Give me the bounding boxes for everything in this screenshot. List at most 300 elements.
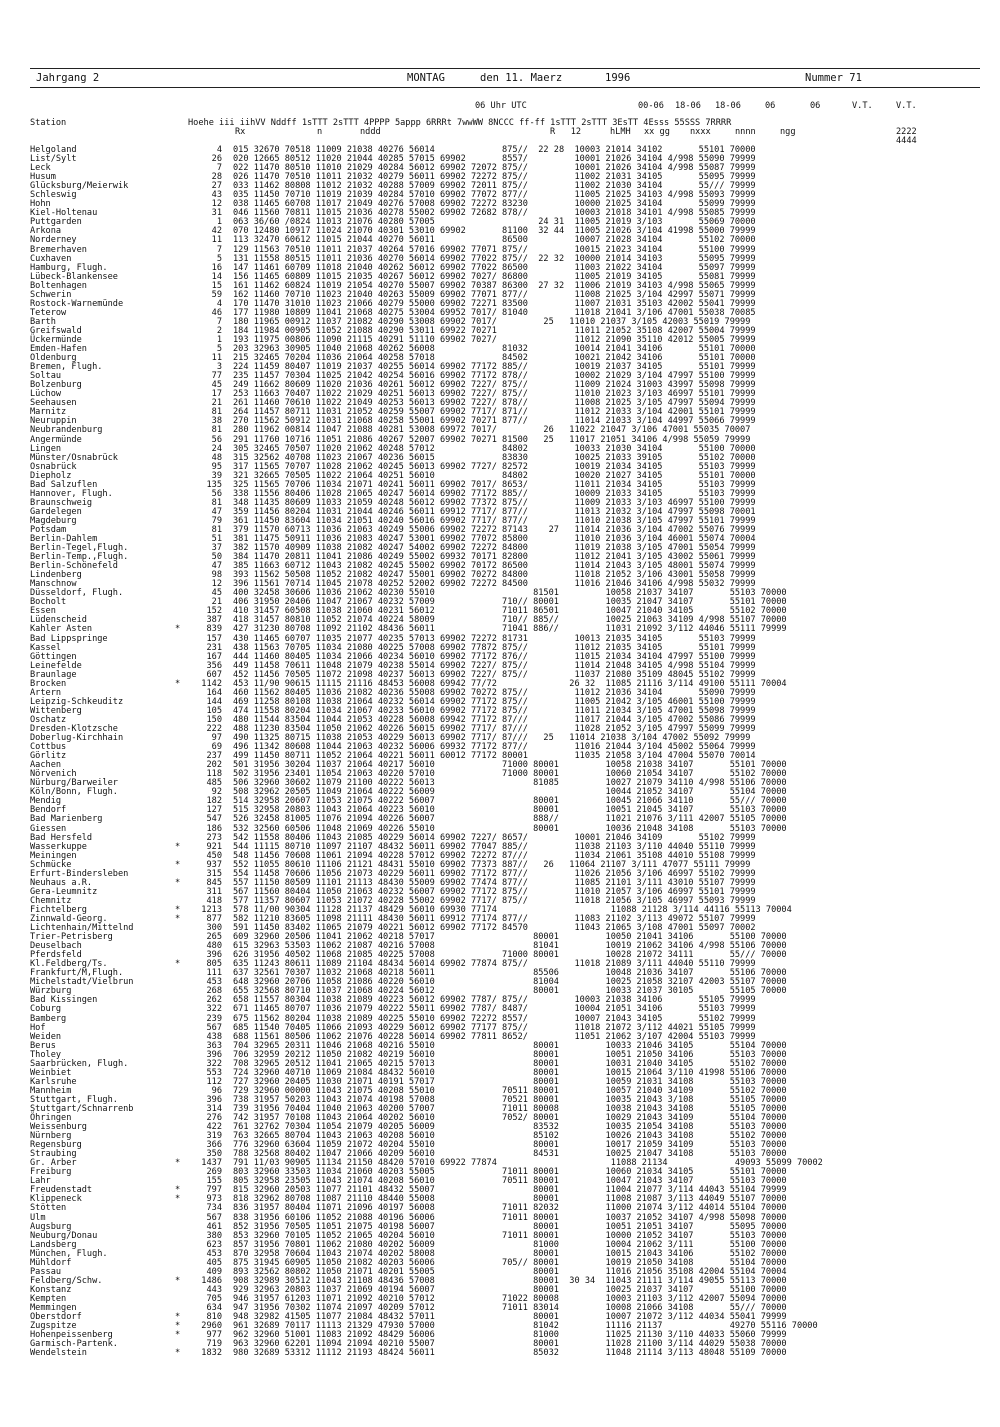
mountain-marker: * [175,624,181,635]
mountain-marker: * [175,1321,181,1332]
station-name: Münster/Osnabrück [30,452,118,463]
station-height: 112 [206,1076,222,1087]
station-name: Bamberg [30,1013,67,1024]
station-height: 845 [206,877,222,888]
station-name: Bocholt [30,597,67,608]
station-name: Greifswald [30,325,82,336]
observation-codes: 875 31945 60905 11050 21082 40203 56006 705// 80001 10019 21050 34108 55104 70000 [233,1257,787,1268]
station-height: 380 [206,1230,222,1241]
station-name: Pferdsfeld [30,950,82,961]
observation-codes: 449 11458 70611 11048 21079 40238 55014 69902 7227/ 875// 11014 21048 34105 4/998 55104 79999 [233,660,756,671]
station-name: Lichtenhain/Mittelnd [30,923,134,934]
hlmh-label: hLMH [610,127,631,137]
station-height: 1 [216,217,222,228]
station-height: 157 [206,633,222,644]
station-name: Artern [30,687,62,698]
observation-codes: 542 11558 80406 11043 21085 40229 56014 69902 7227/ 8657/ 10001 21046 34109 55102 79999 [233,832,756,843]
station-height: 11 [211,235,222,246]
observation-codes: 626 31956 40502 11068 21085 40225 57008 71000 80001 10028 21072 34111 55/// 70000 [233,950,787,961]
observation-codes: 162 11460 70710 11023 21040 40263 55009 69902 77071 877// 11008 21025 3/104 42997 55071 79999 [233,289,756,300]
station-name: Schwerin [30,289,72,300]
station-name: Passau [30,1266,62,1277]
station-height: 43 [211,190,222,201]
station-height: 262 [206,995,222,1006]
station-name: Landsberg [30,1239,77,1250]
observation-codes: 015 32670 70518 11009 21038 40276 56014 875// 22 28 10003 21014 34102 55101 70000 [233,145,756,155]
station-height: 222 [206,724,222,734]
station-height: 24 [211,443,222,454]
station-height: 51 [211,534,222,545]
observation-codes: 870 32958 70604 11043 21074 40202 58008 80001 10015 21043 34106 55102 70000 [233,1248,787,1259]
station-height: 16 [211,262,222,273]
observation-codes: 488 11230 83504 11050 21062 40226 56015 69902 7717/ 87/// 11028 21052 3/105 47997 55099 79999 [233,724,756,734]
observation-codes: 261 11460 70610 11022 21049 40253 56013 69902 7227/ 878// 11008 21025 3/105 47997 55094 79999 [233,398,756,409]
station-name: Bremerhaven [30,244,87,255]
observation-codes: 291 11760 10716 11051 21086 40267 52007 69902 70271 81500 25 11017 21051 34106 4/998 55059 79999 [233,434,751,445]
observation-codes: 577 11357 80607 11053 21072 40228 55002 69902 7717/ 875// 11018 21056 3/105 46997 55093 79999 [233,895,756,906]
station-name: Diepholz [30,470,72,481]
station-height: 21 [211,398,222,409]
station-height: 26 [211,154,222,165]
observation-codes: 946 31957 61203 11071 21092 40210 57012 71022 80008 10003 21103 3/112 42007 55094 70000 [233,1293,787,1304]
observation-codes: 496 11342 80608 11044 21063 40232 56006 69932 77172 877// 11016 21044 3/104 45002 55064 79999 [233,742,756,753]
station-name: Hamburg, Flugh. [30,262,108,273]
station-height: 268 [206,986,222,997]
observation-codes: 557 11150 80509 11101 21113 48430 55009 69902 77474 877// 11085 21101 3/111 43010 55107 79999 [233,877,756,888]
observation-codes: 385 11663 60712 11043 21082 40245 55002 69902 70172 86500 11014 21043 3/105 48001 55074 79999 [233,561,756,572]
observation-codes: 280 11962 00814 11047 21088 40281 53008 69972 7017/ 26 11022 21047 3/106 47001 55035 70007 [233,425,751,436]
station-height: 14 [211,271,222,282]
station-height: 805 [206,959,222,970]
observation-codes: 609 32960 20506 11041 21062 40218 57017 80001 10050 21041 34106 55100 70000 [233,932,787,943]
station-name: Bad Salzuflen [30,479,98,490]
station-name: Essen [30,606,56,617]
station-height: 42 [211,226,222,237]
observation-codes: 444 11460 80405 11034 21066 40234 56010 69902 77172 876// 11015 21034 34104 47997 55100 79999 [233,651,756,662]
station-name: Mannheim [30,1085,72,1096]
observation-codes: 026 11470 70510 11011 21032 40279 56011 69902 72272 875// 11002 21031 34105 55095 79999 [233,172,756,183]
station-height: 937 [206,859,222,870]
observation-codes: 321 32665 70505 11022 21064 40251 56010 84802 10020 21027 34105 55101 70000 [233,470,756,481]
mountain-marker: * [175,678,181,689]
station-height: 92 [211,787,222,798]
station-height: 79 [211,515,222,526]
n-label: n [317,127,323,137]
station-height: 734 [206,1203,222,1214]
observation-codes: 893 32562 80802 11050 21071 40201 55005 80001 11016 21056 35108 42004 55104 70004 [233,1266,787,1277]
station-name: Zugspitze [30,1321,77,1332]
observation-codes: 418 31457 80810 11052 21074 40224 58009 710// 885// 10025 21063 34109 4/998 55107 70000 [233,615,787,626]
observation-codes: 515 32958 20803 11043 21064 40223 56010 80001 10051 21045 34107 55103 70000 [233,805,787,816]
station-height: 31 [211,208,222,219]
station-height: 322 [206,1058,222,1069]
table-row [30,1349,980,1358]
station-name: Leipzig-Schkeuditz [30,696,124,707]
station-height: 95 [211,461,222,472]
station-name: Schleswig [30,190,77,201]
station-name: Köln/Bonn, Flugh. [30,787,118,798]
station-name: Chemnitz [30,895,72,906]
station-height: 111 [206,968,222,979]
station-name: Potsdam [30,524,67,535]
station-name: Soltau [30,371,62,382]
observation-codes: 193 11975 00806 11090 21115 40291 51110 69902 7027/ 11012 21090 35110 42012 55005 79999 [233,334,756,345]
station-height: 396 [206,1094,222,1105]
station-name: Emden-Hafen [30,344,87,355]
observation-codes: 359 11456 80204 11031 21044 40246 56011 69912 7717/ 877// 11013 21032 3/104 47997 55098 70001 [233,506,756,517]
station-name: Lingen [30,443,62,454]
station-name: Neubrandenburg [30,425,103,436]
station-name: Michelstadt/Vielbrun [30,977,134,988]
station-name: Wittenberg [30,705,82,716]
station-name: Görlitz [30,751,67,762]
mountain-marker: * [175,904,181,915]
station-name: Wasserkuppe [30,841,87,852]
observation-codes: 514 32958 20607 11053 21075 40222 56007 80001 10045 21066 34110 55/// 70000 [233,796,787,807]
station-height: 409 [206,1266,222,1277]
observation-codes: 270 11562 50912 11031 21068 40258 55001 69902 70271 877// 11014 21033 3/104 44997 55066 79999 [233,416,756,427]
station-name: Göttingen [30,651,77,662]
station-height: 155 [206,1176,222,1187]
station-name: Hof [30,1022,46,1033]
observation-codes: 704 32965 20311 11046 21068 40216 55010 80001 10033 21046 34105 55104 70000 [233,1040,787,1051]
station-name: Berlin-Tegel,Flugh. [30,543,129,554]
station-height: 237 [206,751,222,762]
station-name: Meiningen [30,850,77,861]
station-name: Husum [30,172,56,183]
station-name: Gr. Arber [30,1158,77,1169]
observation-codes: 554 11458 70606 11056 21073 40229 56011 69902 77172 877// 11026 21056 3/106 46997 55102 79999 [233,868,756,879]
station-name: Norderney [30,235,77,246]
station-name: Trier-Petrisberg [30,932,113,943]
observation-codes: 853 32960 70105 11052 21065 40204 56010 71011 80001 10000 21052 34107 55103 70000 [233,1230,787,1241]
observation-codes: 177 11980 10809 11041 21068 40275 53004 69952 7017/ 81040 11018 21041 3/106 47001 55038 70085 [233,307,756,318]
nxxx-label: nxxx [690,127,711,137]
station-height: 480 [206,941,222,952]
observation-codes: 400 32458 30606 11036 21062 40230 55010 81501 10058 21037 34107 55103 70000 [233,588,787,599]
observation-codes: 776 32960 63604 11059 21072 40204 55010 80001 10017 21059 34109 55103 70000 [233,1140,787,1151]
volume-label: Jahrgang 2 [36,72,100,84]
observation-codes: 396 11561 70714 11045 21078 40252 52002 69902 72272 84500 11016 21046 34106 4/998 55032 79999 [233,579,756,590]
observation-codes: 947 31956 70302 11074 21097 40209 57012 71011 83014 10008 21066 34108 55/// 70000 [233,1303,787,1313]
observation-codes: 685 11540 70405 11066 21093 40229 56012 69902 77177 875// 11018 21072 3/112 44021 55105 79999 [233,1022,756,1033]
station-height: 56 [211,434,222,445]
observation-codes: 532 32560 60506 11048 21069 40226 55010 80001 10036 21048 34108 55103 70000 [233,823,787,834]
station-height: 387 [206,615,222,626]
station-height: 186 [206,823,222,834]
station-height: 21 [211,597,222,608]
station-height: 12 [211,579,222,590]
station-height: 127 [206,805,222,816]
station-height: 461 [206,1221,222,1232]
station-name: Arkona [30,226,62,237]
station-name: Barth [30,316,56,327]
observation-codes: 113 32470 60612 11015 21044 40270 56011 86500 10007 21028 34104 55102 70000 [233,235,756,246]
station-height: 450 [206,850,222,861]
station-height: 4 [216,145,222,155]
observation-codes: 235 11457 70304 11025 21042 40254 56016 69902 77172 878// 10002 21029 3/104 47997 55100 79999 [233,371,756,382]
station-name: Würzburg [30,986,72,997]
station-height: 1142 [201,678,222,689]
station-height: 553 [206,1067,222,1078]
station-height: 839 [206,624,222,635]
observation-codes: 156 11465 60809 11015 21035 40267 56012 69902 7027/ 86800 11005 21019 34105 55081 79999 [233,271,756,282]
page-header [30,68,980,88]
station-name: Karlsruhe [30,1076,77,1087]
station-name: Braunschweig [30,497,93,508]
station-height: 38 [211,416,222,427]
observation-codes: 763 32665 80704 11043 21063 40208 56010 85102 10026 21043 34108 55102 70000 [233,1131,787,1142]
observation-codes: 803 32960 33503 11034 21060 40203 55005 71011 80001 10060 21034 34105 55101 70000 [233,1167,787,1178]
station-name: Bendorf [30,805,67,816]
station-name: Frankfurt/M,Flugh. [30,968,124,979]
observation-codes: 836 31957 80404 11071 21096 40197 56008 71011 82032 11000 21074 3/112 44014 55104 70000 [233,1203,787,1214]
station-height: 81 [211,407,222,418]
station-name: Tholey [30,1049,62,1060]
observation-codes: 379 11570 60713 11036 21063 40249 55006 69902 72272 87143 27 11014 21036 3/104 47002 55076 79999 [233,524,756,535]
observation-codes: 637 32561 70307 11032 21068 40218 56011 85506 10048 21036 34107 55106 70000 [233,968,787,979]
date: den 11. Maerz [480,72,563,84]
station-name: Lindenberg [30,570,82,581]
observation-codes: 129 11563 70510 11011 21037 40264 57016 69902 77071 875// 10015 21023 34104 55100 79999 [233,244,756,255]
station-height: 1832 [201,1348,222,1359]
station-height: 485 [206,778,222,789]
mountain-marker: * [175,913,181,924]
station-height: 12 [211,199,222,210]
station-height: 314 [206,1103,222,1114]
observation-codes: 315 32562 40708 11023 21067 40236 56015 83830 10025 21033 39105 55102 70000 [233,452,756,463]
station-name: Rostock-Warnemünde [30,298,124,309]
observation-codes: 338 11556 80406 11028 21065 40247 56014 69902 77172 885// 10009 21033 34105 55103 79999 [233,488,756,499]
observation-codes: 727 32960 20405 11030 21071 40191 57017 80001 10059 21031 34108 55103 70000 [233,1076,787,1087]
vt-a: V.T. [852,101,873,111]
observation-codes: 046 11560 70811 11015 21036 40278 55002 69902 72682 878// 10003 21018 34101 4/998 55085 79999 [233,208,756,219]
station-name: Seehausen [30,398,77,409]
station-name: Berlin-Dahlem [30,534,98,545]
nnnn-label: nnnn [735,127,756,137]
station-name: Cuxhaven [30,253,72,264]
station-height: 45 [211,588,222,599]
observation-codes: 788 32568 80402 11047 21066 40209 56010 84531 10025 21047 34108 55103 70000 [233,1149,787,1160]
station-name: Bad Lippspringe [30,633,108,644]
observation-codes: 430 11465 60707 11035 21077 40235 57013 69902 72272 81731 10013 21035 34105 55103 79999 [233,633,756,644]
observation-codes: 022 11470 80510 11010 21029 40284 56012 69902 72072 875// 10001 21026 34104 4/998 55087 79999 [233,163,756,174]
observation-codes: 815 32960 20503 11077 21101 48432 55007 80001 11004 21077 3/114 44043 55104 79999 [233,1185,787,1196]
station-name: Fichtelberg [30,904,87,915]
observation-codes: 264 11457 80711 11031 21052 40259 55007 69902 7717/ 871// 11012 21033 3/104 42001 55101 79999 [233,407,756,418]
observation-codes: 170 11470 31010 11023 21066 40279 55000 69902 72271 83500 11007 21031 35103 42002 55041 79999 [233,298,756,309]
station-name: List/Sylt [30,154,77,165]
station-name: Stuttgart, Flugh. [30,1094,118,1105]
station-name: Zinnwald-Georg. [30,913,108,924]
rx-label: Rx [235,127,246,137]
station-height: 81 [211,524,222,535]
mountain-marker: * [175,1185,181,1196]
station-name: Berlin-Temp.,Flugh. [30,552,129,563]
ngg-label: ngg [780,127,796,137]
station-name: Klippeneck [30,1194,82,1205]
station-height: 1486 [201,1275,222,1286]
observation-codes: 963 32960 62201 11094 21094 40210 55007 80001 11028 21100 3/114 44029 55038 70000 [233,1339,787,1350]
station-name: Mendig [30,796,62,807]
station-height: 810 [206,1312,222,1323]
observation-codes: 502 31956 23401 11054 21063 40220 57010 71000 80001 10060 21054 34107 55102 70000 [233,769,787,780]
station-name: Schmücke [30,859,72,870]
station-height: 921 [206,841,222,852]
observation-codes: 427 31230 80708 11092 21102 48436 56011 71041 886// 11031 21092 3/112 44046 55111 79999 [233,624,787,635]
station-name: Straubing [30,1149,77,1160]
station-name: Freudenstadt [30,1185,93,1196]
station-height: 182 [206,796,222,807]
observation-codes: 469 11258 80108 11038 21064 40232 56014 69902 77172 875// 11005 21042 3/105 46001 55100 79999 [233,696,756,707]
observation-codes: 724 32960 40710 11069 21084 48432 56010 80001 10015 21064 3/110 41998 55106 70000 [233,1067,787,1078]
station-table [30,146,980,1358]
station-name: Ulm [30,1212,46,1223]
observation-codes: 393 11562 50508 11052 21082 40247 55001 69902 70272 84800 11018 21052 3/106 43001 55058 79999 [233,570,756,581]
station-name: Boltenhagen [30,280,87,291]
station-name: Cottbus [30,742,67,753]
station-name: Osnabrück [30,461,77,472]
r12-label: R 12 [550,127,582,137]
observation-codes: 708 32965 20512 11041 21065 40215 57013 80001 10031 21040 34105 55102 70000 [233,1058,787,1069]
station-height: 366 [206,1140,222,1151]
observation-codes: 063 36/60 /0824 11013 21076 40280 57005 24 31 11005 21019 3/103 55069 70000 [233,217,756,228]
observation-codes: 508 32962 20505 11049 21064 40222 56009 10044 21052 34107 55104 70000 [233,787,787,798]
station-name: Hohn [30,199,51,210]
station-name: Gera-Leumnitz [30,886,98,897]
station-height: 152 [206,606,222,617]
station-height: 405 [206,1257,222,1268]
period-18-06-a: 18-06 [675,101,701,111]
station-height: 422 [206,1122,222,1133]
station-height: 7 [216,244,222,255]
station-height: 56 [211,488,222,499]
observation-codes: 253 11663 70407 11022 21029 40251 56013 69902 7227/ 875// 11010 21023 3/103 46997 55101 79999 [233,389,756,400]
period-18-06-b: 18-06 [715,101,741,111]
station-height: 567 [206,1022,222,1033]
station-height: 50 [211,552,222,563]
station-name: Weinbiet [30,1067,72,1078]
observation-codes: 818 32962 80708 11087 21110 48440 55008 80001 11008 21087 3/113 44049 55107 70000 [233,1194,787,1205]
station-name: Kiel-Holtenau [30,208,98,219]
observation-codes: 552 11055 80610 11106 21121 48431 55010 69902 77373 887// 26 11064 21107 3/111 47077 55111 79999 [233,859,751,870]
station-height: 150 [206,714,222,725]
observation-codes: 838 31956 60106 11052 21088 40196 56006 71011 80001 10037 21052 34107 4/998 55098 70000 [233,1212,787,1223]
station-height: 877 [206,913,222,924]
observation-codes: 410 31457 60508 11038 21060 40231 56012 71011 86501 10047 21040 34105 55102 70000 [233,606,787,617]
station-name: Bad Hersfeld [30,832,93,843]
station-height: 567 [206,1212,222,1223]
hour-06-b: 06 [810,101,821,111]
station-height: 47 [211,561,222,572]
station-height: 202 [206,760,222,771]
observation-codes: 582 11210 83605 11098 21111 48430 56011 69912 77174 877// 11083 21102 3/113 49072 55107 79999 [233,913,756,924]
observation-codes: 317 11565 70707 11028 21062 40245 56013 69902 7727/ 82572 10019 21034 34105 55103 79999 [233,461,756,472]
station-height: 322 [206,1004,222,1015]
station-height: 623 [206,1239,222,1250]
station-name: Wendelstein [30,1348,87,1359]
station-height: 363 [206,1040,222,1051]
station-name: Angermünde [30,434,82,445]
station-height: 7 [216,163,222,174]
station-height: 418 [206,895,222,906]
station-height: 81 [211,425,222,436]
observation-codes: 852 31956 70505 11051 21075 40198 56007 80001 10051 21051 34107 55095 70000 [233,1221,787,1232]
station-height: 705 [206,1293,222,1304]
station-name: Mühldorf [30,1257,72,1268]
station-name: Neuruppin [30,416,77,427]
station-height: 973 [206,1194,222,1205]
xxgg-label: xx gg [644,127,670,137]
station-height: 1213 [201,904,222,915]
station-height: 443 [206,1284,222,1295]
station-height: 239 [206,1013,222,1024]
station-name: Freiburg [30,1167,72,1178]
station-height: 144 [206,696,222,707]
observation-codes: 361 11450 83604 11034 21051 40240 56016 69902 7717/ 877// 11010 21038 3/105 47997 55101 79999 [233,515,756,526]
station-height: 135 [206,479,222,490]
station-name: Bad Kissingen [30,995,98,1006]
station-name: Coburg [30,1004,62,1015]
station-height: 5 [216,253,222,264]
station-height: 273 [206,832,222,843]
station-height: 319 [206,1131,222,1142]
observation-codes: 184 11984 00905 11052 21088 40290 53011 69922 70271 11011 21052 35108 42007 55004 79999 [233,325,756,336]
station-name: Düsseldorf, Flugh. [30,588,124,599]
observation-codes: 578 11/00 90304 11128 21137 48429 56010 69930 77174 11088 21128 3/114 44116 55113 70004 [233,904,792,915]
station-name: Memmingen [30,1303,77,1313]
station-name: Teterow [30,307,67,318]
station-name: Braunlage [30,669,77,680]
station-height: 69 [211,742,222,753]
station-height: 276 [206,1113,222,1124]
station-name: Weiden [30,1031,62,1042]
station-name: Magdeburg [30,515,77,526]
observation-codes: 452 11456 70505 11072 21098 40237 56013 69902 7227/ 875// 11037 21080 35109 48045 55102 79999 [233,669,756,680]
station-name: Kempten [30,1293,67,1304]
station-height: 105 [206,705,222,716]
station-height: 81 [211,497,222,508]
station-name: Lüchow [30,389,62,400]
station-height: 167 [206,651,222,662]
station-name: Manschnow [30,579,77,590]
station-name: Nörvenich [30,769,77,780]
station-name: Bad Marienberg [30,814,103,825]
station-name: Leck [30,163,51,174]
observation-codes: 131 11558 80515 11011 21036 40270 56014 69902 77022 875// 22 32 10000 21014 34103 55095 79999 [233,253,756,264]
station-name: Lüdenscheid [30,615,87,626]
station-height: 1437 [201,1158,222,1169]
station-name: Konstanz [30,1284,72,1295]
mountain-marker: * [175,1275,181,1286]
station-name: Regensburg [30,1140,82,1151]
station-height: 396 [206,950,222,961]
station-height: 47 [211,506,222,517]
observation-codes: 490 11325 80715 11038 21053 40229 56013 69902 7717/ 87/// 25 11014 21038 3/104 47002 55092 79999 [233,733,751,744]
station-name: Deuselbach [30,941,82,952]
station-height: 719 [206,1339,222,1350]
station-name: Hohenpeissenberg [30,1330,113,1341]
station-name: Stuttgart/Schnarrenb [30,1103,134,1114]
station-name: Doberlug-Kirchhain [30,733,124,744]
station-name: Kassel [30,642,62,653]
vt-b: V.T. [896,101,917,111]
observation-codes: 348 11435 80609 11033 21059 40248 56012 69902 77372 875// 11009 21033 3/103 46997 55100 79999 [233,497,756,508]
station-height: 311 [206,886,222,897]
station-name: München, Flugh. [30,1248,108,1259]
observation-codes: 567 11560 80404 11050 21063 40232 56007 69902 77172 875// 11010 21057 3/106 46997 55101 79999 [233,886,756,897]
observation-codes: 961 32689 70117 11113 21329 47930 57000 81042 11116 21137 49270 55116 70000 [233,1321,818,1332]
